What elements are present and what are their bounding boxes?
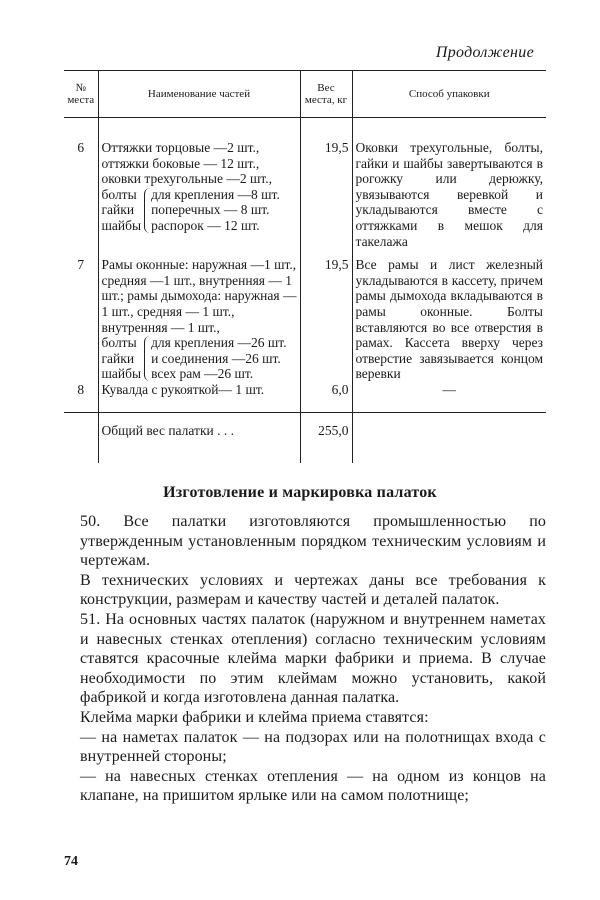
name-line: Оттяжки торцовые —2 шт., bbox=[101, 140, 260, 155]
brace-group bbox=[102, 187, 297, 234]
row-weight: 19,5 bbox=[300, 118, 352, 250]
paragraph: В технических условиях и чертежах даны все требования к конструкции, размерам и качеству частей и деталей палаток. bbox=[80, 571, 546, 609]
total-row bbox=[64, 412, 546, 463]
header-weight: Вес места, кг bbox=[300, 71, 352, 118]
paragraph: Клейма марки фабрики и клейма приема ставятся: bbox=[80, 708, 429, 726]
name-line: оковки трехугольные —2 шт., bbox=[101, 171, 273, 187]
brace-right-item: и соединения —26 шт. bbox=[151, 350, 281, 366]
total-weight: 255,0 bbox=[300, 412, 352, 463]
row-num: 7 bbox=[77, 257, 85, 273]
name-text: Рамы оконные: наружная —1 шт., средняя —1 шт., внутренняя — 1 шт.; рамы дымохода: наружная — 1 шт., средняя — 1 шт., внутренняя — 1 шт., bbox=[101, 257, 297, 335]
table-row bbox=[64, 382, 546, 412]
continuation-label: Продолжение bbox=[435, 44, 534, 61]
brace-right-item: распорок — 12 шт. bbox=[151, 217, 260, 233]
page-number: 74 bbox=[64, 854, 78, 869]
brace-left-item: гайки bbox=[101, 350, 135, 366]
brace-left-item: болты bbox=[101, 335, 137, 351]
brace-right-item: поперечных — 8 шт. bbox=[151, 202, 270, 218]
paragraph: 50. Все палатки изготовляются промышленностью по утвержденным установленным порядком техническим условиям и чертежам. bbox=[80, 513, 546, 570]
row-name: Кувалда с рукояткой— 1 шт. bbox=[98, 382, 300, 412]
row-weight: 19,5 bbox=[300, 249, 352, 382]
header-name: Наименование частей bbox=[98, 71, 300, 118]
row-method: — bbox=[352, 382, 546, 412]
name-line: оттяжки боковые — 12 шт., bbox=[101, 155, 260, 171]
body-text bbox=[80, 512, 546, 806]
total-label: Общий вес палатки . . . bbox=[98, 412, 300, 463]
row-method: Оковки трехугольные, болты, гайки и шайбы завертываются в рогожку или дерюжку, увязываются веревкой и укладываются вместе с оттяжками в мешок для такелажа bbox=[352, 118, 546, 250]
header-method: Способ упаковки bbox=[352, 71, 546, 118]
section-title: Изготовление и маркировка палаток bbox=[163, 484, 437, 501]
header-num: № места bbox=[64, 71, 98, 118]
brace-right-item: для крепления —8 шт. bbox=[151, 186, 280, 202]
row-method: Все рамы и лист железный укладываются в кассету, причем рамы дымохода вкладываются в рамы оконные. Болты вставляются во все отверстия в рамах. Кассета вверху через отверстие завязывается концом веревки bbox=[352, 249, 546, 382]
brace-group bbox=[102, 335, 297, 382]
table-row bbox=[64, 249, 546, 382]
brace-left-item: болты bbox=[101, 186, 137, 202]
table-header-row bbox=[64, 71, 546, 118]
brace-right-item: всех рам —26 шт. bbox=[151, 366, 254, 382]
total-method-cell bbox=[352, 412, 546, 463]
paragraph: 51. На основных частях палаток (наружном и внутреннем наметах и навесных стенках отепления) согласно техническим условиям ставятся красочные клейма марки фабрики и приема. В случае необходимости по этим клеймам можно установить, какой фабрикой и когда изготовлена данная палатка. bbox=[80, 610, 546, 707]
brace-icon bbox=[144, 336, 150, 381]
parts-table bbox=[64, 70, 546, 463]
total-num-cell bbox=[64, 412, 98, 463]
row-num: 6 bbox=[77, 140, 85, 155]
brace-right-item: для крепления —26 шт. bbox=[151, 335, 287, 351]
brace-left-item: шайбы bbox=[101, 366, 142, 382]
brace-icon bbox=[144, 188, 150, 233]
brace-left-item: шайбы bbox=[101, 217, 142, 233]
row-num: 8 bbox=[77, 381, 85, 397]
row-name bbox=[98, 118, 300, 250]
row-weight: 6,0 bbox=[300, 382, 352, 412]
row-name bbox=[98, 249, 300, 382]
paragraph: — на навесных стенках отепления — на одном из концов на клапане, на пришитом ярлыке или на самом полотнище; bbox=[80, 767, 546, 805]
brace-left-item: гайки bbox=[101, 202, 135, 218]
paragraph: — на наметах палаток — на подзорах или на полотнищах входа с внутренней стороны; bbox=[80, 728, 546, 766]
table-row bbox=[64, 118, 546, 250]
